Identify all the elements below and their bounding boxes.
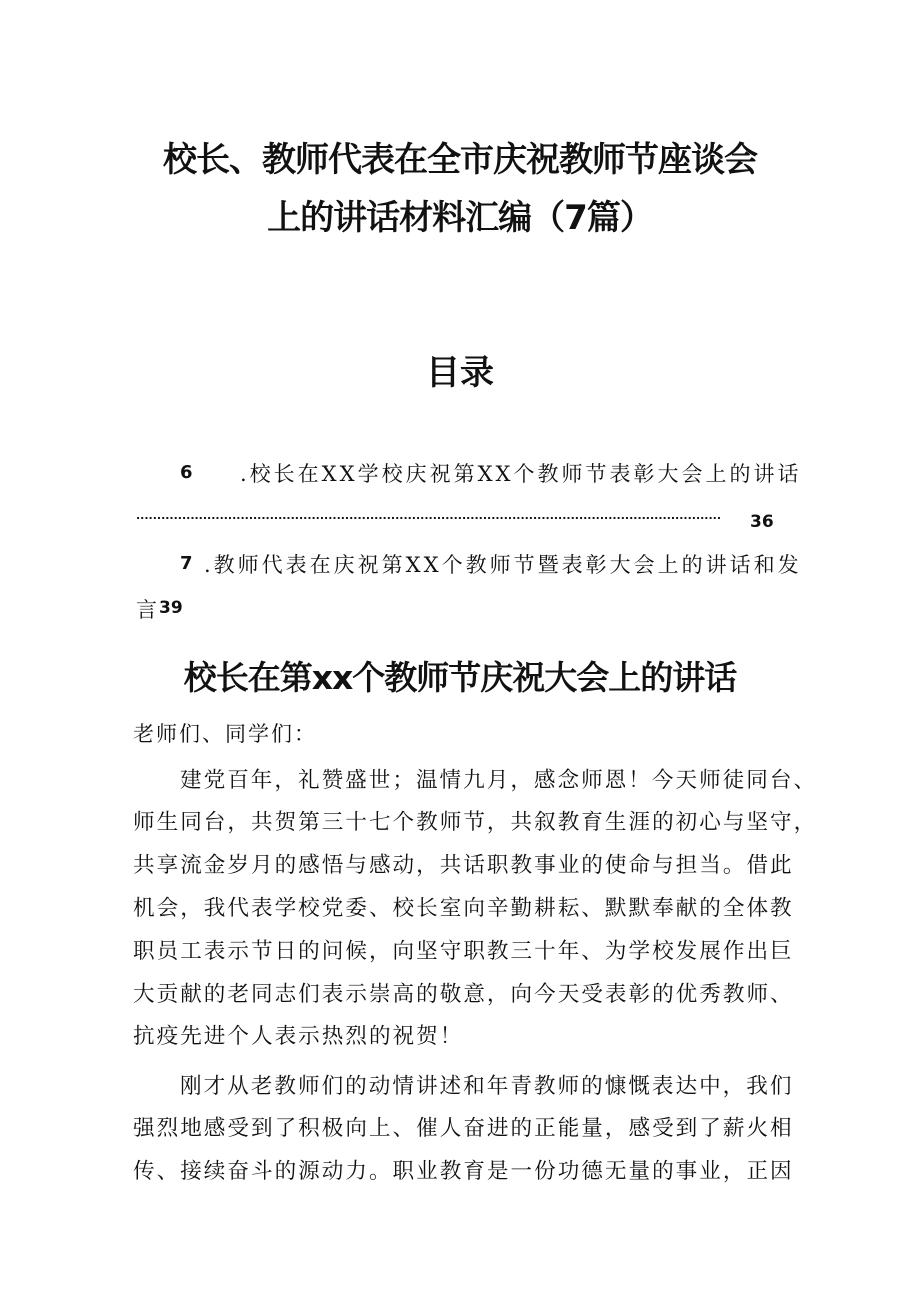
document-title-line-2: 上的讲话材料汇编（7篇） <box>267 198 653 238</box>
toc-item-title[interactable]: .教师代表在庆祝第XX个教师节暨表彰大会上的讲话和发 <box>204 553 802 577</box>
body-text-line: 建党百年，礼赞盛世；温情九月，感念师恩！今天师徒同台、 <box>180 768 818 793</box>
body-text-line: 师生同台，共贺第三十七个教师节，共叙教育生涯的初心与坚守， <box>133 810 818 835</box>
body-text-line: 刚才从老教师们的动情讲述和年青教师的慷慨表达中，我们 <box>180 1074 794 1099</box>
toc-leader-dots: ............................................................................................................................................ <box>136 509 722 522</box>
toc-item-page[interactable]: 36 <box>750 512 774 532</box>
toc-item-number: 7 <box>180 553 193 574</box>
body-text-line: 强烈地感受到了积极向上、催人奋进的正能量，感受到了薪火相 <box>133 1116 794 1141</box>
body-text-line: 传、接续奋斗的源动力。职业教育是一份功德无量的事业，正因 <box>133 1159 794 1184</box>
toc-item-title[interactable]: .校长在XX学校庆祝第XX个教师节表彰大会上的讲话 <box>240 462 802 486</box>
toc-item-page[interactable]: 39 <box>159 598 183 618</box>
body-text-line: 职员工表示节日的问候，向坚守职教三十年、为学校发展作出巨 <box>133 939 794 964</box>
body-text-line: 抗疫先进个人表示热烈的祝贺！ <box>133 1024 464 1049</box>
section-heading: 校长在第xx个教师节庆祝大会上的讲话 <box>183 658 737 697</box>
body-text-line: 共享流金岁月的感悟与感动，共话职教事业的使命与担当。借此 <box>133 853 794 878</box>
body-text-line: 大贡献的老同志们表示崇高的敬意，向今天受表彰的优秀教师、 <box>133 982 794 1007</box>
salutation: 老师们、同学们： <box>133 722 317 746</box>
toc-heading: 目录 <box>426 353 494 393</box>
document-title-line-1: 校长、教师代表在全市庆祝教师节座谈会 <box>163 140 757 180</box>
toc-item-title-continuation[interactable]: 言 <box>136 598 160 622</box>
toc-item-number: 6 <box>180 462 193 483</box>
body-text-line: 机会，我代表学校党委、校长室向辛勤耕耘、默默奉献的全体教 <box>133 896 794 921</box>
